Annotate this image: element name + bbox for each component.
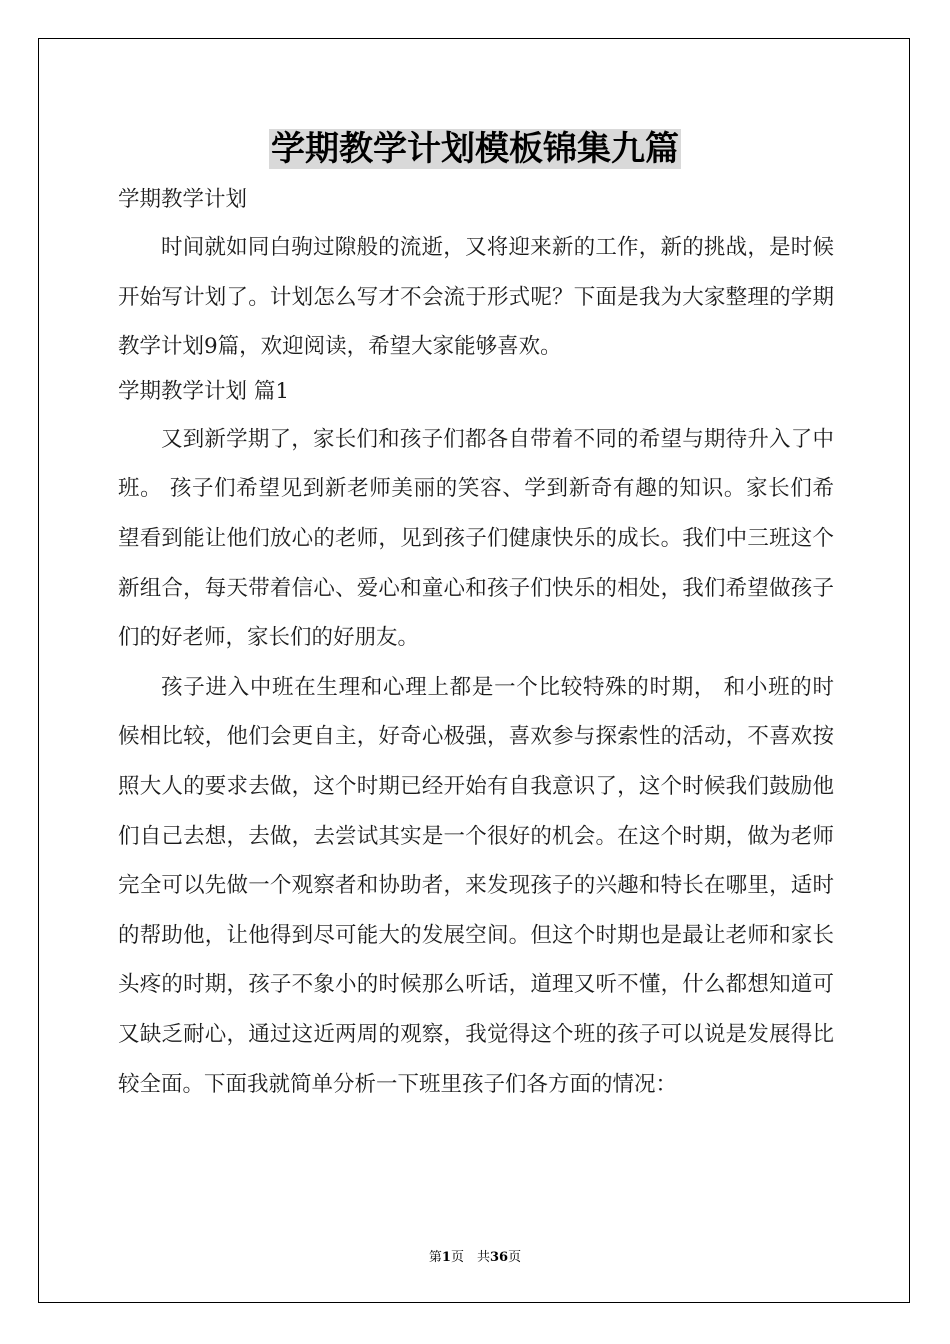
intro-paragraph: 时间就如同白驹过隙般的流逝，又将迎来新的工作，新的挑战，是时候开始写计划了。计划怎么写才不会流于形式呢？下面是我为大家整理的学期教学计划9篇，欢迎阅读，希望大家能够喜欢。 <box>118 235 834 360</box>
document-title <box>0 126 950 172</box>
total-page-count: 36 <box>489 1250 509 1265</box>
footer-prefix: 第 <box>428 1250 442 1265</box>
document-body <box>118 180 834 1109</box>
section-heading-intro: 学期教学计划 <box>118 187 248 212</box>
body-paragraph: 又到新学期了，家长们和孩子们都各自带着不同的希望与期待升入了中班。 孩子们希望见到新老师美丽的笑容、学到新奇有趣的知识。家长们希望看到能让他们放心的老师，见到孩子们健康快乐的成长。我们中三班这个新组合，每天带着信心、爱心和童心和孩子们快乐的相处，我们希望做孩子们的好老师，家长们的好朋友。 <box>118 426 834 651</box>
footer-suffix: 页 <box>508 1250 522 1265</box>
section-heading-part-1: 学期教学计划 篇1 <box>118 378 290 404</box>
body-paragraph: 孩子进入中班在生理和心理上都是一个比较特殊的时期， 和小班的时候相比较，他们会更自主，好奇心极强，喜欢参与探索性的活动，不喜欢按照大人的要求去做，这个时期已经开始有自我意识了，这个时候我们鼓励他们自己去想，去做，去尝试其实是一个很好的机会。在这个时期，做为老师完全可以先做一个观察者和协助者，来发现孩子的兴趣和特长在哪里，适时的帮助他，让他得到尽可能大的发展空间。但这个时期也是最让老师和家长头疼的时期，孩子不象小的时候那么听话，道理又听不懂，什么都想知道可又缺乏耐心，通过这近两周的观察，我觉得这个班的孩子可以说是发展得比较全面。下面我就简单分析一下班里孩子们各方面的情况： <box>118 674 834 1097</box>
page-number-footer <box>0 1246 950 1265</box>
footer-mid: 页 共 <box>450 1250 490 1265</box>
current-page-number: 1 <box>441 1250 451 1265</box>
document-title-text: 学期教学计划模板锦集九篇 <box>271 129 679 169</box>
